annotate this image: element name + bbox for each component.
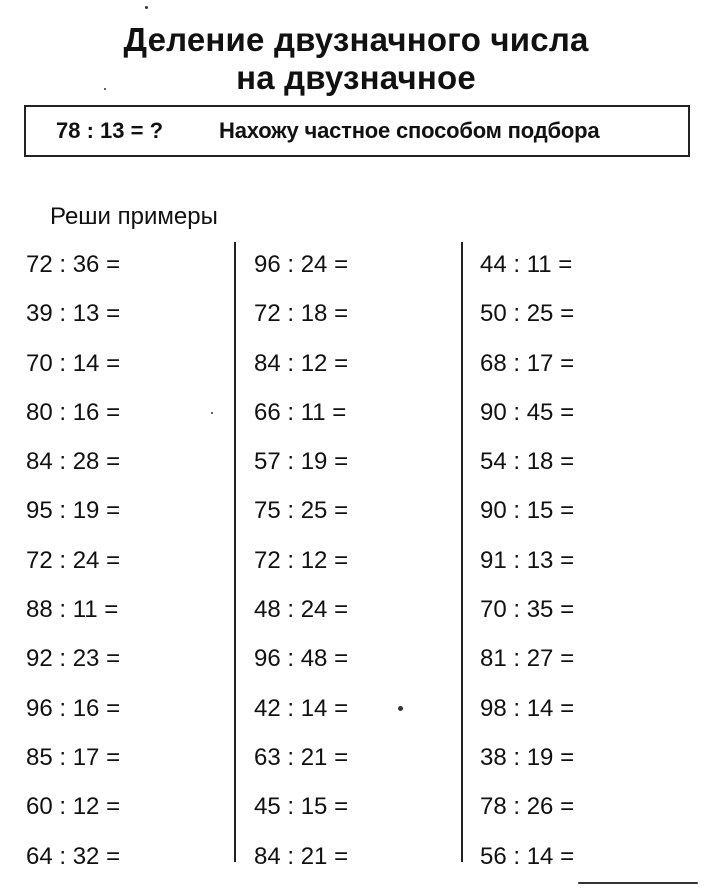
exercise-item: 75 : 25 =: [254, 497, 349, 525]
exercise-item: 84 : 12 =: [254, 349, 349, 377]
exercise-item: 38 : 19 =: [480, 743, 575, 771]
exercise-item: 44 : 11 =: [480, 251, 573, 278]
exercise-item: 70 : 35 =: [480, 596, 575, 624]
exercise-item: 78 : 26 =: [480, 793, 575, 821]
exercise-column-1: [26, 240, 226, 881]
exercise-item: 42 : 14 =: [254, 694, 349, 722]
exercise-item: 96 : 24 =: [254, 251, 349, 278]
exercise-item: 39 : 13 =: [26, 300, 121, 328]
exercise-item: 96 : 48 =: [254, 645, 349, 673]
exercise-item: 85 : 17 =: [26, 743, 121, 771]
exercise-item: 63 : 21 =: [254, 743, 349, 771]
exercise-column-2: [254, 240, 454, 881]
exercise-item: 48 : 24 =: [254, 596, 349, 624]
column-divider: [234, 242, 236, 862]
scan-speck: [145, 6, 148, 9]
exercise-item: 95 : 19 =: [26, 497, 121, 525]
scan-speck: [578, 882, 698, 884]
rule-example: 78 : 13 = ?: [56, 118, 164, 143]
exercise-item: 90 : 45 =: [480, 398, 575, 426]
exercise-item: 96 : 16 =: [26, 694, 121, 722]
scan-speck: [104, 88, 106, 90]
rule-text: Нахожу частное способом подбора: [219, 118, 600, 143]
exercise-item: 45 : 15 =: [254, 793, 349, 821]
exercise-item: 66 : 11 =: [254, 398, 347, 426]
rule-box: [24, 105, 690, 157]
exercise-item: 72 : 24 =: [26, 546, 121, 574]
exercise-item: 88 : 11 =: [26, 596, 119, 624]
exercise-item: 60 : 12 =: [26, 793, 121, 821]
exercise-item: 72 : 12 =: [254, 546, 349, 574]
column-divider: [461, 242, 463, 862]
exercise-item: 50 : 25 =: [480, 300, 575, 328]
worksheet-title-line-1: Деление двузначного числа: [123, 21, 589, 58]
exercise-item: 91 : 13 =: [480, 546, 575, 574]
worksheet-title-line-2: на двузначное: [236, 59, 476, 96]
exercise-item: 70 : 14 =: [26, 349, 121, 377]
exercise-item: 92 : 23 =: [26, 645, 121, 673]
task-label: Реши примеры: [50, 203, 218, 230]
exercise-column-3: [480, 240, 680, 881]
exercise-item: 84 : 21 =: [254, 842, 349, 870]
exercise-item: 72 : 36 =: [26, 251, 121, 278]
exercise-item: 68 : 17 =: [480, 349, 575, 377]
exercise-item: 98 : 14 =: [480, 694, 575, 722]
exercise-item: 56 : 14 =: [480, 842, 575, 870]
exercise-item: 72 : 18 =: [254, 300, 349, 328]
exercise-item: 54 : 18 =: [480, 448, 575, 476]
exercise-item: 84 : 28 =: [26, 448, 121, 476]
exercise-item: 90 : 15 =: [480, 497, 575, 525]
scan-speck: [398, 706, 403, 711]
scan-speck: [211, 412, 213, 414]
exercise-item: 81 : 27 =: [480, 645, 575, 673]
exercise-item: 80 : 16 =: [26, 398, 121, 426]
exercise-item: 57 : 19 =: [254, 448, 349, 476]
exercise-item: 64 : 32 =: [26, 842, 121, 870]
